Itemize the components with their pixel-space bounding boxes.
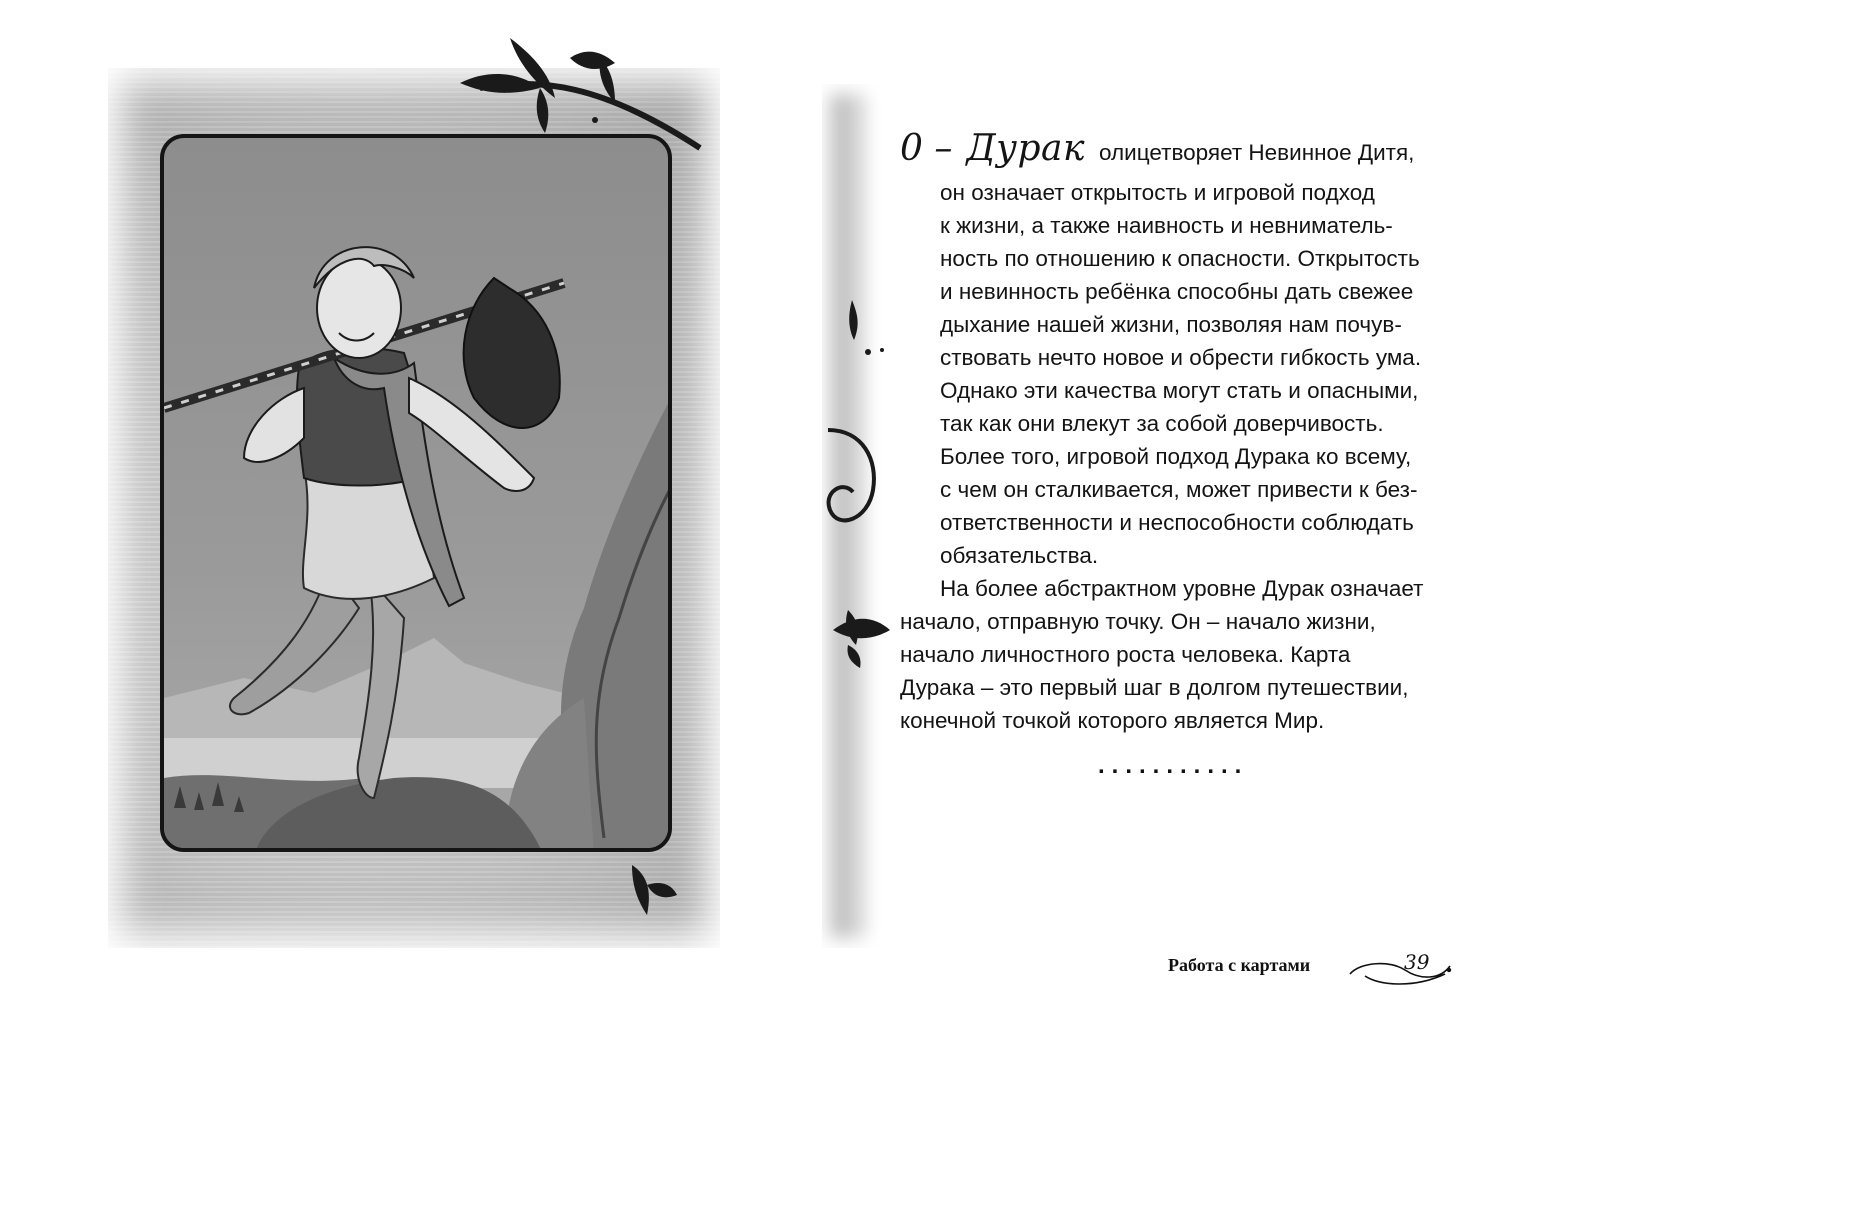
paragraph-1 [900,176,1480,572]
text-line: так как они влекут за собой доверчивость. [940,411,1384,436]
text-line: начало, отправную точку. Он – начало жизни, [900,609,1376,634]
text-line: обязательства. [940,543,1099,568]
text-line: Более того, игровой подход Дурака ко всему, [940,444,1412,469]
leaf-cluster-icon [622,855,682,925]
text-line: ствовать нечто новое и обрести гибкость ума. [940,345,1422,370]
text-line: ответственности и неспособности соблюдать [940,510,1414,535]
card-description [900,128,1480,737]
text-line: Дурака – это первый шаг в долгом путешествии, [900,675,1409,700]
fool-card [160,134,672,852]
paragraph-2 [900,572,1480,737]
text-line: к жизни, а также наивность и невниматель- [940,213,1393,238]
text-line: ность по отношению к опасности. Открытость [940,246,1420,271]
card-title: Дурак [966,128,1086,169]
leaf-cluster-icon [828,600,898,670]
text-line: с чем он сталкивается, может привести к без- [940,477,1418,502]
text-line: начало личностного роста человека. Карта [900,642,1351,667]
heading-lead-text: олицетворяет Невинное Дитя, [1099,140,1415,165]
fool-card-illustration [164,138,672,852]
swirl-ornament-icon [1345,952,1455,992]
leaf-cluster-icon [838,300,898,370]
running-footer-title: Работа с картами [1168,955,1311,975]
page-number: 39 [1404,950,1430,974]
card-number: 0 – [900,128,953,169]
section-separator: ........... [1098,752,1249,779]
text-line: На более абстрактном уровне Дурак означает [940,576,1424,601]
swirl-ornament-icon [818,410,888,550]
text-line: Однако эти качества могут стать и опасными, [940,378,1419,403]
text-line: дыхание нашей жизни, позволяя нам почув- [940,312,1402,337]
text-line: он означает открытость и игровой подход [940,180,1375,205]
text-line: конечной точкой которого является Мир. [900,708,1325,733]
card-heading [900,128,1480,176]
text-line: и невинность ребёнка способны дать свежее [940,279,1414,304]
